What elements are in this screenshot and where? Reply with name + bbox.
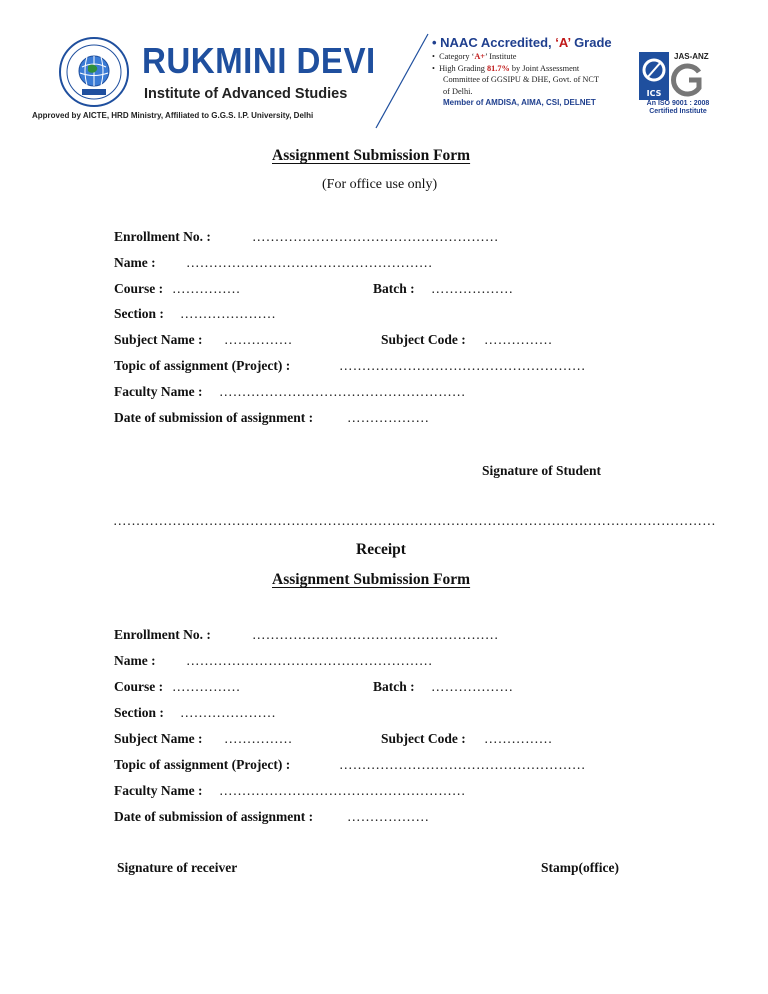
svg-text:ICS: ICS <box>646 89 662 98</box>
receipt-submission-date-label: Date of submission of assignment : <box>114 809 314 824</box>
batch-label: Batch : <box>373 281 415 296</box>
iso-line-2: Certified Institute <box>649 108 707 115</box>
enrollment-field[interactable]: ……………………………………………… <box>252 229 499 244</box>
accreditation-list <box>432 34 612 109</box>
receipt-faculty-field[interactable]: ……………………………………………… <box>219 783 466 798</box>
subject-code-field[interactable]: …………… <box>484 332 553 347</box>
faculty-label: Faculty Name : <box>114 384 203 399</box>
jas-anz-label: JAS-ANZ <box>674 52 709 61</box>
receipt-form-title: Assignment Submission Form <box>272 571 471 588</box>
subject-code-label: Subject Code : <box>381 332 466 347</box>
grading-line-2: Committee of GGSIPU & DHE, Govt. of NCT <box>443 75 600 84</box>
batch-field[interactable]: ……………… <box>431 281 514 296</box>
section-label: Section : <box>114 306 164 321</box>
receipt-course-field[interactable]: …………… <box>172 679 241 694</box>
grading-line: • High Grading 81.7% by Joint Assessment <box>432 63 580 73</box>
name-label: Name : <box>114 255 156 270</box>
topic-label: Topic of assignment (Project) : <box>114 358 291 373</box>
form-title: Assignment Submission Form <box>272 147 471 164</box>
receipt-topic-field[interactable]: ……………………………………………… <box>339 757 586 772</box>
institute-subtitle: Institute of Advanced Studies <box>144 86 348 102</box>
receipt-section-label: Section : <box>114 705 164 720</box>
name-field[interactable]: ……………………………………………… <box>186 255 433 270</box>
receipt-heading: Receipt <box>356 541 406 558</box>
receipt-name-field[interactable]: ……………………………………………… <box>186 653 433 668</box>
section-field[interactable]: ………………… <box>180 306 276 321</box>
enrollment-label: Enrollment No. : <box>114 229 211 244</box>
receipt-name-label: Name : <box>114 653 156 668</box>
category-line: • Category ‘A+’ Institute <box>432 52 517 61</box>
course-label: Course : <box>114 281 164 296</box>
receipt-section-field[interactable]: ………………… <box>180 705 276 720</box>
student-signature-label: Signature of Student <box>482 463 602 478</box>
receipt-subject-name-label: Subject Name : <box>114 731 203 746</box>
submission-date-field[interactable]: ……………… <box>347 410 430 425</box>
receipt-batch-label: Batch : <box>373 679 415 694</box>
office-stamp-label: Stamp(office) <box>541 860 619 875</box>
course-field[interactable]: …………… <box>172 281 241 296</box>
receipt-subject-code-label: Subject Code : <box>381 731 466 746</box>
receipt-course-label: Course : <box>114 679 164 694</box>
receipt-enrollment-label: Enrollment No. : <box>114 627 211 642</box>
receipt-batch-field[interactable]: ……………… <box>431 679 514 694</box>
subject-name-field[interactable]: …………… <box>224 332 293 347</box>
form-subtitle: (For office use only) <box>322 177 438 192</box>
approval-line: Approved by AICTE, HRD Ministry, Affiliated to G.G.S. I.P. University, Delhi <box>32 111 314 120</box>
submission-date-label: Date of submission of assignment : <box>114 410 314 425</box>
receipt-enrollment-field[interactable]: ……………………………………………… <box>252 627 499 642</box>
naac-line: • NAAC Accredited, ‘A’ Grade <box>432 35 612 50</box>
receipt-subject-code-field[interactable]: …………… <box>484 731 553 746</box>
iso-line-1: An ISO 9001 : 2008 <box>646 100 710 107</box>
header-divider <box>372 32 432 130</box>
cut-line-separator: …………………………………………………………………………………………………………………… <box>113 513 716 528</box>
institute-seal-logo <box>58 36 130 108</box>
receiver-signature-label: Signature of receiver <box>117 860 238 875</box>
subject-name-label: Subject Name : <box>114 332 203 347</box>
faculty-field[interactable]: ……………………………………………… <box>219 384 466 399</box>
topic-field[interactable]: ……………………………………………… <box>339 358 586 373</box>
institute-name: RUKMINI DEVI <box>142 40 376 81</box>
iso-certification-text <box>636 100 720 116</box>
receipt-faculty-label: Faculty Name : <box>114 783 203 798</box>
receipt-topic-label: Topic of assignment (Project) : <box>114 757 291 772</box>
receipt-subject-name-field[interactable]: …………… <box>224 731 293 746</box>
membership-line: Member of AMDISA, AIMA, CSI, DELNET <box>443 98 596 107</box>
receipt-submission-date-field[interactable]: ……………… <box>347 809 430 824</box>
grading-line-3: of Delhi. <box>443 86 473 96</box>
letterhead <box>0 0 768 132</box>
